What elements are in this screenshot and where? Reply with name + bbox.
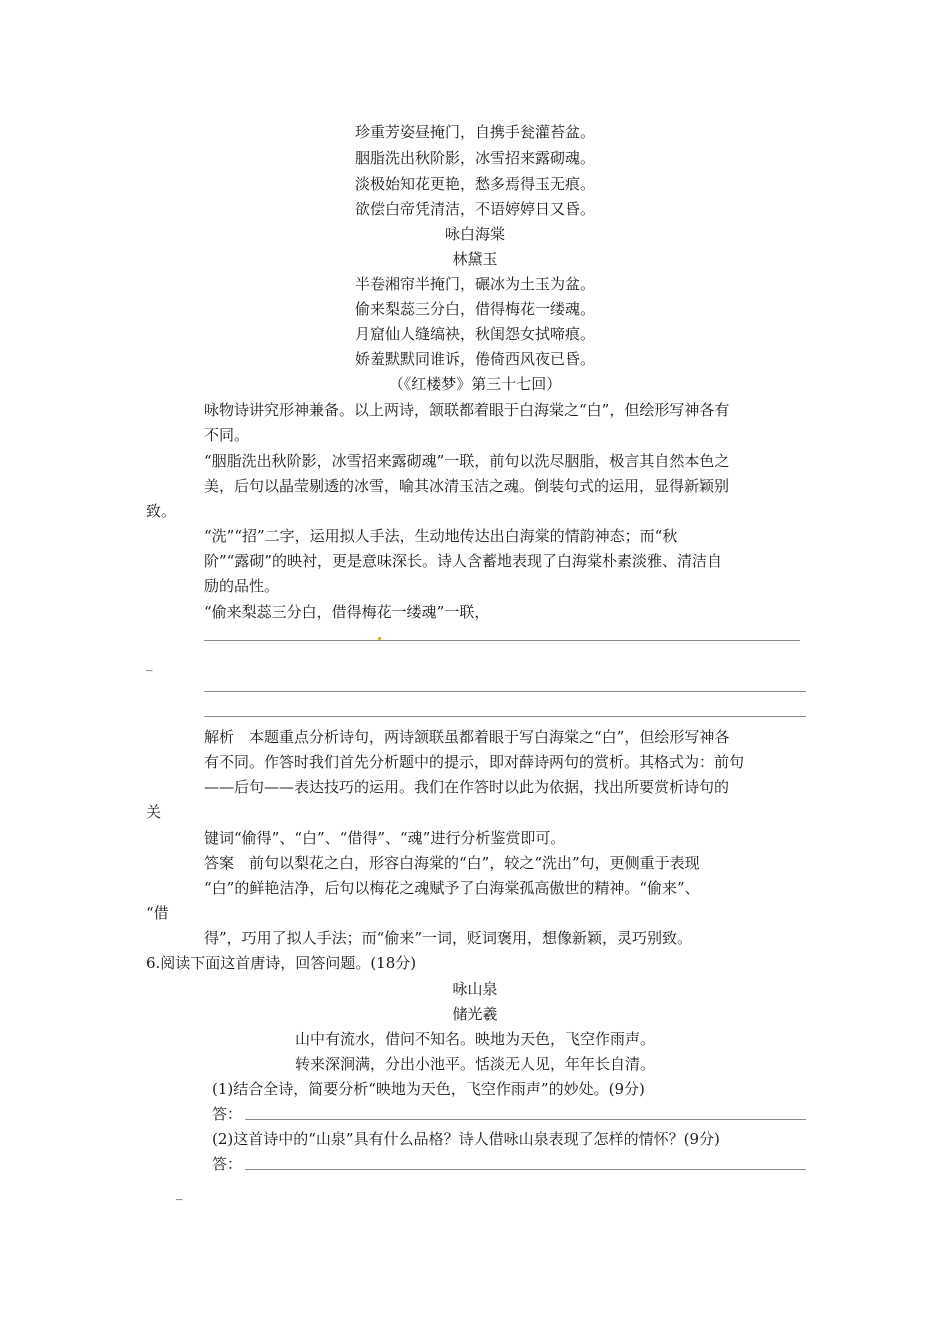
poem2-author: 林黛玉 xyxy=(452,250,498,268)
answer-blank-line-2 xyxy=(204,691,806,692)
analysis-p1-line-1: 咏物诗讲究形神兼备。以上两诗，颔联都着眼于白海棠之“白”，但绘形写神各有 xyxy=(204,401,730,419)
q6-poem-line-2: 转来深涧满，分出小池平。恬淡无人见，年年长自清。 xyxy=(294,1055,655,1073)
poem1-line-3: 淡极始知花更艳，愁多焉得玉无痕。 xyxy=(354,175,595,193)
answer-line-4: 得”，巧用了拟人手法；而“偷来”一词，贬词褒用，想像新颖，灵巧别致。 xyxy=(204,929,693,947)
poem1-line-4: 欲偿白帝凭清洁，不语婷婷日又昏。 xyxy=(354,200,595,218)
q6-poem-author: 储光羲 xyxy=(452,1005,498,1023)
q6-dash-mark: _ xyxy=(176,1186,183,1201)
answer-blank-line-3 xyxy=(204,716,806,717)
q6-poem-line-1: 山中有流水，借问不知名。映地为天色，飞空作雨声。 xyxy=(294,1030,655,1048)
poem2-source: （《红楼梦》第三十七回） xyxy=(388,375,562,393)
analysis-p3-line-2: 阶”“露砌”的映衬，更是意味深长。诗人含蓄地表现了白海棠朴素淡雅、清洁自 xyxy=(204,552,723,570)
dash-mark: _ xyxy=(146,657,153,672)
answer-line-1: 答案 前句以梨花之白，形容白海棠的“白”，较之“洗出”句，更侧重于表现 xyxy=(204,854,700,872)
poem2-line-4: 娇羞默默同谁诉，倦倚西风夜已昏。 xyxy=(354,350,595,368)
poem2-title: 咏白海棠 xyxy=(444,225,505,243)
answer-line-2: “白”的鲜艳洁净，后句以梅花之魂赋予了白海棠孤高傲世的精神。“偷来”、 xyxy=(204,879,700,897)
answer-blank-line-1 xyxy=(204,640,800,641)
analysis-p3-line-1: “洗”“招”二字，运用拟人手法，生动地传达出白海棠的情韵神态；而“秋 xyxy=(204,527,678,545)
analysis-p1-line-2: 不同。 xyxy=(204,426,250,444)
q6-sub1-prompt: (1)结合全诗，简要分析“映地为天色，飞空作雨声”的妙处。(9分) xyxy=(212,1080,645,1098)
poem1-line-1: 珍重芳姿昼掩门，自携手瓮灌苔盆。 xyxy=(354,123,595,141)
analysis-p2-line-2: 美，后句以晶莹剔透的冰雪，喻其冰清玉洁之魂。倒装句式的运用，显得新颖别 xyxy=(204,477,730,495)
q6-poem-title: 咏山泉 xyxy=(452,980,498,998)
poem1-line-2: 胭脂洗出秋阶影，冰雪招来露砌魂。 xyxy=(354,149,595,167)
jiexi-line-2: 有不同。作答时我们首先分析题中的提示，即对薛诗两句的赏析。其格式为：前句 xyxy=(204,753,745,771)
analysis-p3-line-3: 励的品性。 xyxy=(204,577,280,595)
q6-sub2-answer-line xyxy=(245,1169,806,1170)
analysis-p2-line-3: 致。 xyxy=(146,502,177,520)
q6-heading: 6.阅读下面这首唐诗，回答问题。(18分) xyxy=(146,954,417,972)
jiexi-line-4: 关 xyxy=(146,803,162,821)
q6-sub1-answer-line xyxy=(245,1119,806,1120)
poem2-line-2: 偷来梨蕊三分白，借得梅花一缕魂。 xyxy=(354,300,595,318)
jiexi-line-5: 键词“偷得”、“白”、“借得”、“魂”进行分析鉴赏即可。 xyxy=(204,829,566,847)
poem2-line-3: 月窟仙人缝缟袂，秋闺怨女拭啼痕。 xyxy=(354,325,595,343)
poem2-line-1: 半卷湘帘半掩门，碾冰为土玉为盆。 xyxy=(354,275,595,293)
analysis-p2-line-1: “胭脂洗出秋阶影，冰雪招来露砌魂”一联，前句以洗尽胭脂，极言其自然本色之 xyxy=(204,452,730,470)
analysis-p4-line-1: “偷来梨蕊三分白，借得梅花一缕魂”一联， xyxy=(204,603,490,621)
q6-sub1-answer-label: 答： xyxy=(212,1105,243,1123)
q6-sub2-answer-label: 答： xyxy=(212,1155,243,1173)
answer-line-3: “借 xyxy=(146,904,169,922)
yellow-dot-mark xyxy=(378,637,381,640)
jiexi-line-1: 解析 本题重点分析诗句，两诗颔联虽都着眼于写白海棠之“白”，但绘形写神各 xyxy=(204,728,730,746)
q6-sub2-prompt: (2)这首诗中的“山泉”具有什么品格？诗人借咏山泉表现了怎样的情怀？(9分) xyxy=(212,1130,720,1148)
jiexi-line-3: ——后句——表达技巧的运用。我们在作答时以此为依据，找出所要赏析诗句的 xyxy=(204,778,730,796)
